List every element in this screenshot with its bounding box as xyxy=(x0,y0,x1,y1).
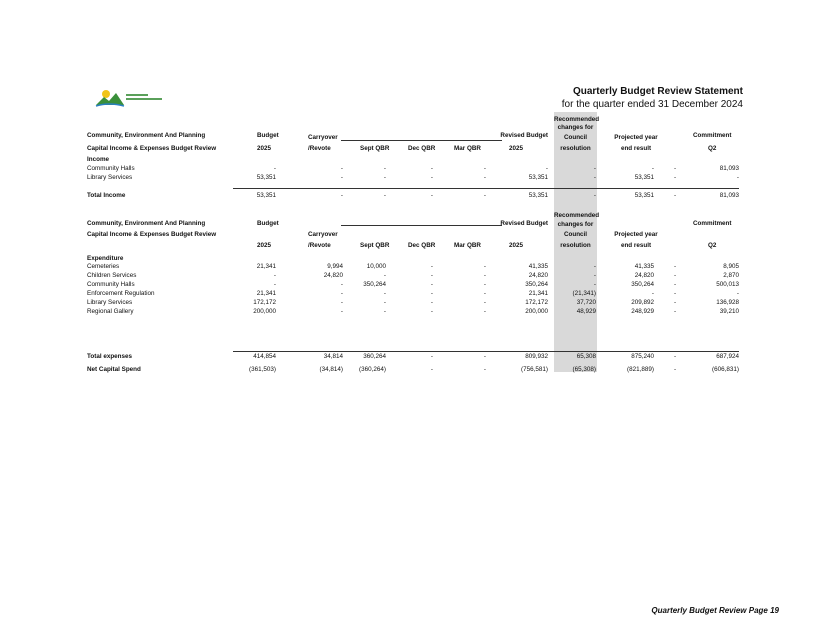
cell-budget: 53,351 xyxy=(256,192,276,199)
section2-rec-header-l2: changes for xyxy=(557,221,594,228)
cell-separator: - xyxy=(674,174,677,181)
cell-mar: - xyxy=(483,281,486,288)
section1-total-rule xyxy=(233,188,739,189)
cell-dec: - xyxy=(430,263,433,270)
section1-rec-header-l3: Council xyxy=(563,134,588,141)
section2-budget-header-l2: 2025 xyxy=(257,242,272,249)
row-label: Children Services xyxy=(87,272,137,279)
cell-sept: (360,264) xyxy=(359,366,386,373)
section1-proj-header-l2: end result xyxy=(620,145,652,152)
cell-revised: 53,351 xyxy=(528,192,548,199)
cell-separator: - xyxy=(674,366,677,373)
council-logo xyxy=(94,85,170,111)
cell-dec: - xyxy=(430,174,433,181)
cell-revised: 172,172 xyxy=(525,299,548,306)
section1-revised-header-l2: 2025 xyxy=(509,145,524,152)
section1-rec-header-l2: changes for xyxy=(557,124,594,131)
row-label: Community Halls xyxy=(87,281,135,288)
cell-carryover: (34,814) xyxy=(319,366,343,373)
section1-proj-header-l1: Projected year xyxy=(614,134,658,141)
cell-mar: - xyxy=(483,165,486,172)
section2-budget-header-l1: Budget xyxy=(257,220,279,227)
section1-group-label: Income xyxy=(87,156,110,163)
net-row xyxy=(0,366,825,376)
cell-mar: - xyxy=(483,263,486,270)
cell-budget: 53,351 xyxy=(256,174,276,181)
cell-commitment: 39,210 xyxy=(719,308,739,315)
cell-revised: 53,351 xyxy=(528,174,548,181)
cell-carryover: 9,994 xyxy=(327,263,343,270)
cell-projected: 24,820 xyxy=(634,272,654,279)
cell-budget: 172,172 xyxy=(253,299,276,306)
cell-sept: - xyxy=(383,290,386,297)
cell-carryover: 34,814 xyxy=(323,353,343,360)
cell-separator: - xyxy=(674,165,677,172)
section2-carry-header-l2: /Revote xyxy=(308,242,331,249)
cell-projected: 350,264 xyxy=(631,281,654,288)
section1-revised-header-l1: Revised Budget xyxy=(500,132,548,139)
cell-dec: - xyxy=(430,353,433,360)
cell-dec: - xyxy=(430,290,433,297)
cell-carryover: - xyxy=(340,192,343,199)
cell-separator: - xyxy=(674,290,677,297)
cell-projected: - xyxy=(651,165,654,172)
cell-separator: - xyxy=(674,353,677,360)
statement-title: Quarterly Budget Review Statement xyxy=(572,86,743,97)
cell-projected: 209,892 xyxy=(631,299,654,306)
cell-budget: - xyxy=(273,281,276,288)
logo-hills-icon xyxy=(96,93,124,105)
cell-budget: (361,503) xyxy=(249,366,276,373)
row-label: Enforcement Regulation xyxy=(87,290,155,297)
cell-recommended: (21,341) xyxy=(572,290,596,297)
section2-sept-header: Sept QBR xyxy=(360,242,390,249)
logo-wordmark-line2 xyxy=(126,98,162,100)
logo-wordmark-line1 xyxy=(126,94,148,96)
statement-subtitle: for the quarter ended 31 December 2024 xyxy=(561,99,743,110)
cell-projected: 248,929 xyxy=(631,308,654,315)
cell-separator: - xyxy=(674,263,677,270)
cell-sept: 350,264 xyxy=(363,281,386,288)
cell-projected: 53,351 xyxy=(634,192,654,199)
section2-rec-header-l3: Council xyxy=(563,231,588,238)
section2-title-line2: Capital Income & Expenses Budget Review xyxy=(87,231,217,238)
cell-projected: 53,351 xyxy=(634,174,654,181)
cell-carryover: - xyxy=(340,281,343,288)
section2-proj-header-l2: end result xyxy=(620,242,652,249)
cell-recommended: - xyxy=(593,165,596,172)
cell-commitment: 2,870 xyxy=(723,272,739,279)
cell-carryover: - xyxy=(340,308,343,315)
section2-revised-header-l1: Revised Budget xyxy=(500,220,548,227)
cell-revised: 24,820 xyxy=(528,272,548,279)
logo-sun-icon xyxy=(102,90,110,98)
row-label: Library Services xyxy=(87,174,133,181)
cell-commitment: 81,093 xyxy=(719,192,739,199)
section2-carry-header-l1: Carryover xyxy=(308,231,338,238)
section1-carry-header-l1: Carryover xyxy=(308,134,338,141)
cell-dec: - xyxy=(430,366,433,373)
section2-commit-header-l2: Q2 xyxy=(708,242,717,249)
section2-total-rule xyxy=(233,351,739,352)
row-label: Net Capital Spend xyxy=(87,366,141,373)
row-label: Total Income xyxy=(87,192,126,199)
cell-commitment: - xyxy=(736,174,739,181)
cell-mar: - xyxy=(483,192,486,199)
cell-budget: - xyxy=(273,272,276,279)
cell-recommended: - xyxy=(593,272,596,279)
cell-recommended: 48,929 xyxy=(576,308,596,315)
cell-revised: 350,264 xyxy=(525,281,548,288)
section1-carry-header-l2: /Revote xyxy=(308,145,331,152)
cell-commitment: 500,013 xyxy=(716,281,739,288)
section1-commit-header-l1: Commitment xyxy=(693,132,732,139)
row-label: Community Halls xyxy=(87,165,135,172)
cell-sept: - xyxy=(383,174,386,181)
cell-projected: (821,889) xyxy=(627,366,654,373)
cell-revised: 200,000 xyxy=(525,308,548,315)
cell-recommended: - xyxy=(593,192,596,199)
cell-mar: - xyxy=(483,353,486,360)
cell-separator: - xyxy=(674,192,677,199)
cell-sept: 10,000 xyxy=(366,263,386,270)
cell-mar: - xyxy=(483,308,486,315)
section1-rec-header-l4: resolution xyxy=(560,145,591,152)
table-row xyxy=(0,308,825,318)
cell-sept: 360,264 xyxy=(363,353,386,360)
cell-separator: - xyxy=(674,281,677,288)
cell-separator: - xyxy=(674,308,677,315)
section1-dec-header: Dec QBR xyxy=(408,145,436,152)
cell-separator: - xyxy=(674,299,677,306)
cell-budget: 21,341 xyxy=(256,263,276,270)
cell-projected: - xyxy=(651,290,654,297)
section2-title-line1: Community, Environment And Planning xyxy=(87,220,206,227)
cell-dec: - xyxy=(430,308,433,315)
row-label: Cemeteries xyxy=(87,263,120,270)
page-footer: Quarterly Budget Review Page 19 xyxy=(651,606,779,615)
section1-budget-header-l1: Budget xyxy=(257,132,279,139)
section2-qbr-rule xyxy=(341,225,502,226)
cell-revised: 809,932 xyxy=(525,353,548,360)
cell-carryover: - xyxy=(340,299,343,306)
cell-commitment: (606,831) xyxy=(712,366,739,373)
cell-projected: 41,335 xyxy=(634,263,654,270)
cell-mar: - xyxy=(483,290,486,297)
cell-projected: 875,240 xyxy=(631,353,654,360)
section1-qbr-rule xyxy=(341,140,502,141)
cell-recommended: 65,308 xyxy=(576,353,596,360)
cell-budget: 200,000 xyxy=(253,308,276,315)
cell-revised: (756,581) xyxy=(521,366,548,373)
row-label: Regional Gallery xyxy=(87,308,134,315)
cell-revised: 21,341 xyxy=(528,290,548,297)
cell-commitment: 687,924 xyxy=(716,353,739,360)
cell-dec: - xyxy=(430,165,433,172)
cell-mar: - xyxy=(483,299,486,306)
section1-budget-header-l2: 2025 xyxy=(257,145,272,152)
cell-recommended: (65,308) xyxy=(572,366,596,373)
section2-dec-header: Dec QBR xyxy=(408,242,436,249)
section2-proj-header-l1: Projected year xyxy=(614,231,658,238)
section2-rec-header-l1: Recommended xyxy=(554,212,600,219)
cell-sept: - xyxy=(383,192,386,199)
cell-recommended: - xyxy=(593,281,596,288)
total-row xyxy=(0,353,825,363)
cell-budget: - xyxy=(273,165,276,172)
row-label: Library Services xyxy=(87,299,133,306)
cell-dec: - xyxy=(430,299,433,306)
cell-carryover: - xyxy=(340,174,343,181)
section1-title-line1: Community, Environment And Planning xyxy=(87,132,206,139)
section1-mar-header: Mar QBR xyxy=(454,145,481,152)
section1-title-line2: Capital Income & Expenses Budget Review xyxy=(87,145,217,152)
cell-recommended: - xyxy=(593,263,596,270)
cell-revised: 41,335 xyxy=(528,263,548,270)
cell-dec: - xyxy=(430,272,433,279)
cell-separator: - xyxy=(674,272,677,279)
section2-revised-header-l2: 2025 xyxy=(509,242,524,249)
section1-sept-header: Sept QBR xyxy=(360,145,390,152)
cell-dec: - xyxy=(430,192,433,199)
section2-rec-header-l4: resolution xyxy=(560,242,591,249)
section2-mar-header: Mar QBR xyxy=(454,242,481,249)
cell-carryover: - xyxy=(340,165,343,172)
row-label: Total expenses xyxy=(87,353,133,360)
cell-mar: - xyxy=(483,272,486,279)
cell-sept: - xyxy=(383,165,386,172)
cell-recommended: 37,720 xyxy=(576,299,596,306)
cell-revised: - xyxy=(545,165,548,172)
cell-commitment: 136,928 xyxy=(716,299,739,306)
cell-commitment: - xyxy=(736,290,739,297)
cell-budget: 414,854 xyxy=(253,353,276,360)
section2-commit-header-l1: Commitment xyxy=(693,220,732,227)
cell-commitment: 81,093 xyxy=(719,165,739,172)
cell-sept: - xyxy=(383,308,386,315)
section1-rec-header-l1: Recommended xyxy=(554,116,600,123)
section2-group-label: Expenditure xyxy=(87,255,124,262)
cell-commitment: 8,905 xyxy=(723,263,739,270)
cell-mar: - xyxy=(483,366,486,373)
cell-budget: 21,341 xyxy=(256,290,276,297)
total-row xyxy=(0,192,825,202)
cell-recommended: - xyxy=(593,174,596,181)
table-row xyxy=(0,174,825,184)
cell-carryover: - xyxy=(340,290,343,297)
cell-dec: - xyxy=(430,281,433,288)
cell-sept: - xyxy=(383,299,386,306)
cell-sept: - xyxy=(383,272,386,279)
section1-commit-header-l2: Q2 xyxy=(708,145,717,152)
cell-carryover: 24,820 xyxy=(323,272,343,279)
cell-mar: - xyxy=(483,174,486,181)
